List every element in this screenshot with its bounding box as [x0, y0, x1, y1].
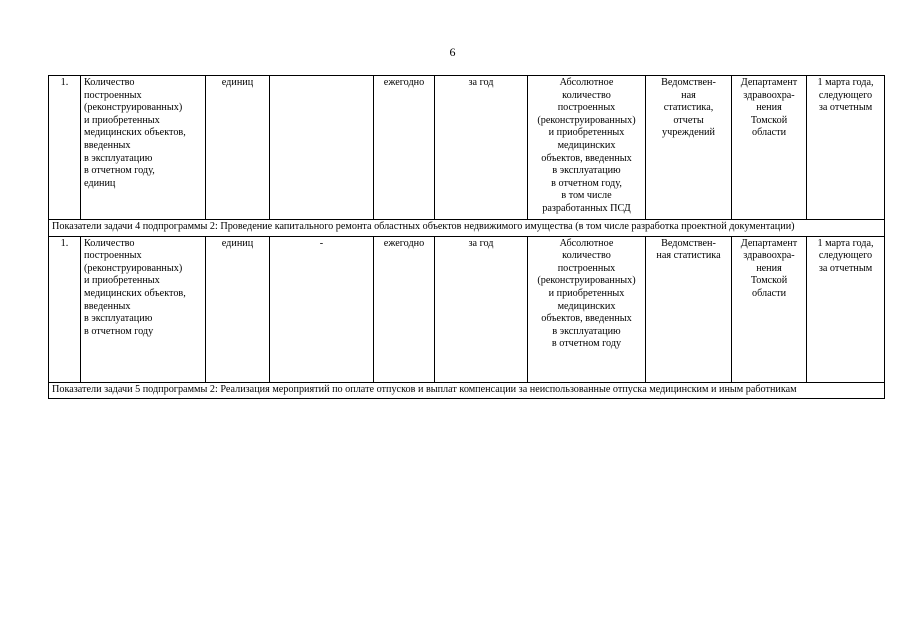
- section-header: Показатели задачи 4 подпрограммы 2: Проведение капитального ремонта областных объектов недвижимого имущества (в том числе разработка проектной документации): [49, 220, 885, 237]
- section-header: Показатели задачи 5 подпрограммы 2: Реализация мероприятий по оплате отпусков и выплат компенсации за неиспользованные отпуска медицинским и иным работникам: [49, 382, 885, 399]
- periodicity-cell: ежегодно: [374, 236, 435, 382]
- row-number: 1.: [49, 236, 81, 382]
- definition-cell: Абсолютное количество построенных (реконструированных) и приобретенных медицинских объектов, введенных в эксплуатацию в отчетном году: [528, 236, 646, 382]
- periodicity-cell: ежегодно: [374, 76, 435, 220]
- period-cell: за год: [435, 76, 528, 220]
- base-value-cell: -: [270, 236, 374, 382]
- period-cell: за год: [435, 236, 528, 382]
- table-row: [49, 236, 885, 382]
- row-number: 1.: [49, 76, 81, 220]
- section-header-row: [49, 220, 885, 237]
- deadline-cell: 1 марта года, следующего за отчетным: [807, 236, 885, 382]
- source-cell: Ведомствен- ная статистика: [646, 236, 732, 382]
- responsible-cell: Департамент здравоохра- нения Томской области: [732, 76, 807, 220]
- unit-cell: единиц: [206, 236, 270, 382]
- indicators-table: [48, 75, 885, 399]
- definition-cell: Абсолютное количество построенных (реконструированных) и приобретенных медицинских объектов, введенных в эксплуатацию в отчетном году, в том числе разработанных ПСД: [528, 76, 646, 220]
- indicator-name: Количество построенных (реконструированных) и приобретенных медицинских объектов, введенных в эксплуатацию в отчетном году: [81, 236, 206, 382]
- source-cell: Ведомствен- ная статистика, отчеты учреждений: [646, 76, 732, 220]
- unit-cell: единиц: [206, 76, 270, 220]
- table-row: [49, 76, 885, 220]
- responsible-cell: Департамент здравоохра- нения Томской области: [732, 236, 807, 382]
- base-value-cell: [270, 76, 374, 220]
- deadline-cell: 1 марта года, следующего за отчетным: [807, 76, 885, 220]
- section-header-row: [49, 382, 885, 399]
- page-number: 6: [449, 45, 456, 59]
- indicator-name: Количество построенных (реконструированных) и приобретенных медицинских объектов, введенных в эксплуатацию в отчетном году, единиц: [81, 76, 206, 220]
